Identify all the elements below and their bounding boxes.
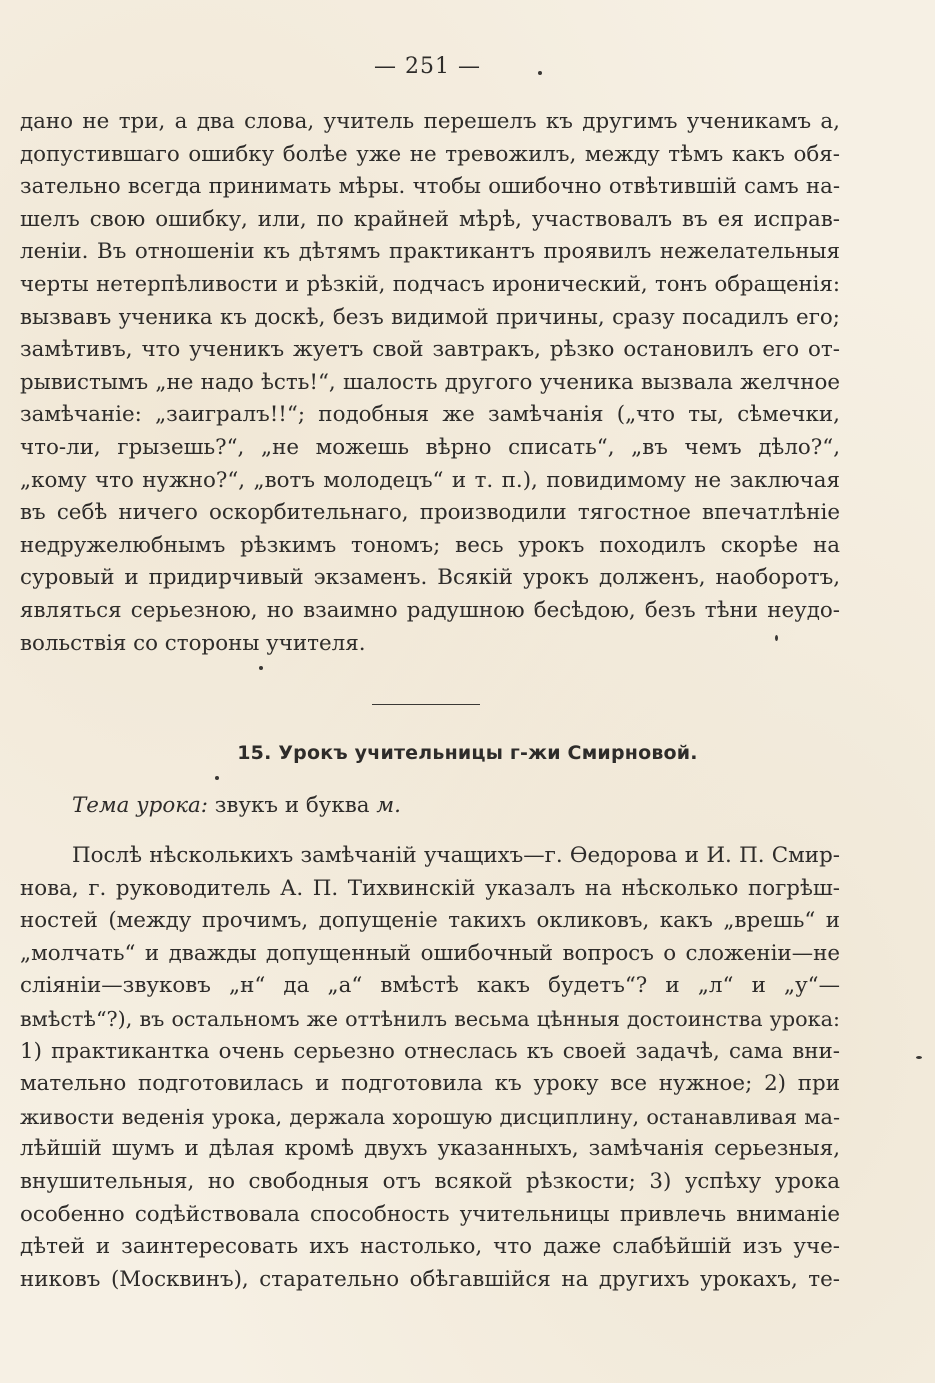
text-line: зательно всегда принимать мѣры. чтобы ошибочно отвѣтившiй самъ на- xyxy=(20,174,840,200)
text-line: внушительныя, но свободныя отъ всякой рѣзкости; 3) успѣху урока xyxy=(20,1168,840,1194)
paragraph-1 xyxy=(20,106,840,660)
text-line: живости веденія урока, держала хорошую дисциплину, останавливая ма- xyxy=(20,1104,840,1129)
text-line: что-ли, грызешь?“, „не можешь вѣрно списать“, „въ чемъ дѣло?“, xyxy=(20,434,840,460)
text-line: особенно содѣйствовала способность учительницы привлечь вниманіе xyxy=(20,1201,840,1227)
text-line: вмѣстѣ“?), въ остальномъ же оттѣнилъ весьма цѣнныя достоинства урока: xyxy=(20,1006,840,1031)
text-line: замѣтивъ, что ученикъ жуетъ свой завтракъ, рѣзко остановилъ его от- xyxy=(20,337,840,363)
text-line: 1) практикантка очень серьезно отнеслась къ своей задачѣ, сама вни- xyxy=(20,1038,840,1064)
text-line: рывистымъ „не надо ѣсть!“, шалость другого ученика вызвала желчное xyxy=(20,369,840,395)
section-divider xyxy=(372,704,480,705)
text-line: мательно подготовилась и подготовила къ уроку все нужное; 2) при xyxy=(20,1071,840,1097)
text-line: являться серьезною, но взаимно радушною бесѣдою, безъ тѣни неудо- xyxy=(20,597,840,623)
text-line: вольствія со стороны учителя. xyxy=(20,630,366,656)
text-line: ностей (между прочимъ, допущеніе такихъ окликовъ, какъ „врешь“ и xyxy=(20,908,840,934)
text-line: въ себѣ ничего оскорбительнаго, производили тягостное впечатлѣніе xyxy=(20,500,840,526)
print-speck xyxy=(775,635,778,641)
text-line: замѣчаніе: „заигралъ!!“; подобныя же замѣчанія („что ты, сѣмечки, xyxy=(20,402,840,428)
text-line: Послѣ нѣсколькихъ замѣчаній учащихъ—г. Өедорова и И. П. Смир- xyxy=(72,843,840,868)
text-line: „кому что нужно?“, „вотъ молодецъ“ и т. п.), повидимому не заключая xyxy=(20,467,840,493)
text-line: никовъ (Москвинъ), старательно обѣгавшiйся на другихъ урокахъ, те- xyxy=(20,1266,840,1292)
lesson-topic xyxy=(72,793,401,818)
text-line: недружелюбнымъ рѣзкимъ тономъ; весь урокъ походилъ скорѣе на xyxy=(20,532,840,558)
print-speck xyxy=(259,666,263,670)
print-speck xyxy=(215,776,219,780)
text-line: дано не три, а два слова, учитель перешелъ къ другимъ ученикамъ а, xyxy=(20,109,840,134)
page-number: — 251 — xyxy=(374,54,481,79)
topic-label: Тема урока: xyxy=(72,793,208,818)
paragraph-2 xyxy=(20,840,840,1296)
print-speck xyxy=(538,71,542,75)
text-line: шелъ свою ошибку, или, по крайней мѣрѣ, участвовалъ въ ея исправ- xyxy=(20,206,840,232)
text-line: черты нетерпѣливости и рѣзкiй, подчасъ иронический, тонъ обращенія: xyxy=(20,271,840,297)
topic-text: звукъ и буква xyxy=(214,793,370,818)
section-heading: 15. Урокъ учительницы г-жи Смирновой. xyxy=(237,742,698,764)
text-line: допустившаго ошибку болѣе уже не тревожилъ, между тѣмъ какъ обя- xyxy=(20,141,840,167)
text-line: дѣтей и заинтересовать ихъ настолько, что даже слабѣйшiй изъ уче- xyxy=(20,1234,840,1260)
topic-letter: м. xyxy=(376,793,401,818)
text-line: ленiи. Въ отношенiи къ дѣтямъ практикантъ проявилъ нежелательныя xyxy=(20,239,840,265)
text-line: вызвавъ ученика къ доскѣ, безъ видимой причины, сразу посадилъ его; xyxy=(20,304,840,330)
text-line: лѣйшiй шумъ и дѣлая кромѣ двухъ указанныхъ, замѣчанія серьезныя, xyxy=(20,1136,840,1162)
text-line: нова, г. руководитель А. П. Тихвинскiй указалъ на нѣсколько погрѣш- xyxy=(20,875,840,901)
text-line: „молчать“ и дважды допущенный ошибочный вопросъ о сложенiи—не xyxy=(20,940,840,966)
text-line: суровый и придирчивый экзаменъ. Всякiй урокъ долженъ, наоборотъ, xyxy=(20,565,840,591)
print-speck xyxy=(916,1056,922,1059)
text-line: сліяніи—звуковъ „н“ да „а“ вмѣстѣ какъ будетъ“? и „л“ и „у“— xyxy=(20,973,840,999)
